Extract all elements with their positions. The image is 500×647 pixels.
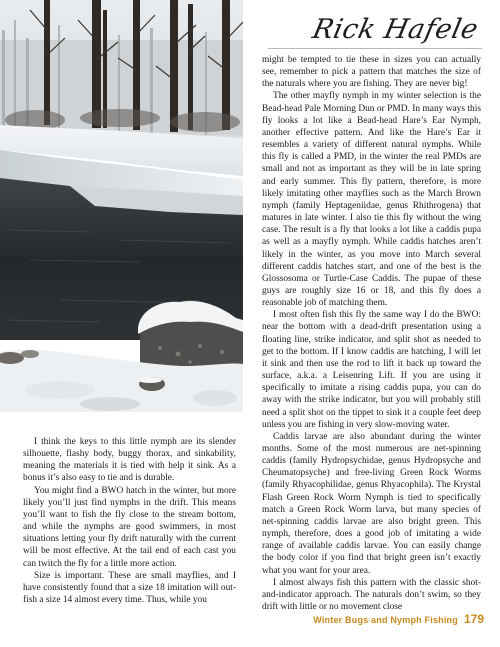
right-column xyxy=(262,54,481,613)
right-paragraph-3: I most often fish this fly the same way I do the BWO: near the bottom with a dead-drift presentation using a floating line, strike indicator, and split shot as needed to get to the bottom. If I know caddis are hatching, I will let it sink and then use the rod to lift it back up toward the surface, a.k.a. a Leisenring Lift. If you are using it specifically to imitate a rising caddis pupa, you can do away with the strike indicator, but you will probably still need a split shot on the tippet to sink it a couple feet deep unless you are fishing in very slow-moving water. xyxy=(262,310,481,430)
left-column xyxy=(23,436,236,606)
author-name: Rick Hafele xyxy=(309,14,482,45)
right-paragraph-1: might be tempted to tie these in sizes you can actually see, remember to pick a pattern that matches the size of the naturals where you are fishing. They are never big! xyxy=(262,55,481,90)
left-paragraph-2: You might find a BWO hatch in the winter, but more likely you’ll just find nymphs in the drift. This means you’ll want to fish the fly close to the stream bottom, and while the nymphs are good swimmers, in most situations letting your fly drift naturally with the current will be most effective. At the tail end of each cast you can twitch the fly for a little more action. xyxy=(23,485,236,569)
right-paragraph-5: I almost always fish this pattern with the classic shot-and-indicator approach. The naturals don’t swim, so they drift with little or no movement close xyxy=(262,577,481,613)
winter-river-photo xyxy=(0,0,243,412)
left-paragraph-3: Size is important. These are small mayflies, and I have consistently found that a size 18 imitation will out-fish a size 14 almost every time. Thus, while you xyxy=(23,570,236,606)
footer-section-title: Winter Bugs and Nymph Fishing xyxy=(313,615,458,625)
right-paragraph-2: The other mayfly nymph in my winter selection is the Bead-head Pale Morning Dun or PMD. In many ways this fly looks a lot like a Bead-head Hare’s Ear Nymph, another effective pattern. And like the Hare’s Ear it resembles a variety of different natural nymphs. While this fly is called a PMD, in the winter the real PMDs are small and not as important as they will be in late spring and early summer. This fly pattern, therefore, is more likely imitating other mayflies such as the March Brown nymph (family Heptageniidae, genus Rhithrogena) that matures in late winter. I also tie this fly without the wing case. The result is a fly that looks a lot like a caddis pupa as well as a mayfly nymph. While caddis hatches aren’t likely in the winter, as you move into March several different caddis hatches start, and one of the best is the Glossosoma or Turtle-Case Caddis. The pupae of these guys are roughly size 16 or 18, and this fly does a reasonable job of matching them. xyxy=(262,91,481,309)
right-paragraph-4: Caddis larvae are also abundant during the winter months. Some of the most numerous are net-spinning caddis (family Hydropsychidae, genus Hydropsyche and Cheumatopsyche) and free-living Green Rock Worms (family Rhyacophilidae, genus Rhyacophila). The Krystal Flash Green Rock Worm Nymph is tied to specifically match a Green Rock Worm larva, but many species of net-spinning caddis larvae are also bright green. This nymph, therefore, does a good job of imitating a wide range of available caddis larvae. You can easily change the body color if you find that bright green isn’t exactly what you want for your area. xyxy=(262,431,481,576)
page-number: 179 xyxy=(463,612,484,626)
header-divider xyxy=(268,48,482,49)
left-paragraph-1: I think the keys to this little nymph are its slender silhouette, flashy body, buggy thorax, and sinkability, meaning the materials it is tied with help it sink. As a bonus it’s also easy to tie and is durable. xyxy=(23,437,236,484)
page-footer xyxy=(313,612,484,626)
